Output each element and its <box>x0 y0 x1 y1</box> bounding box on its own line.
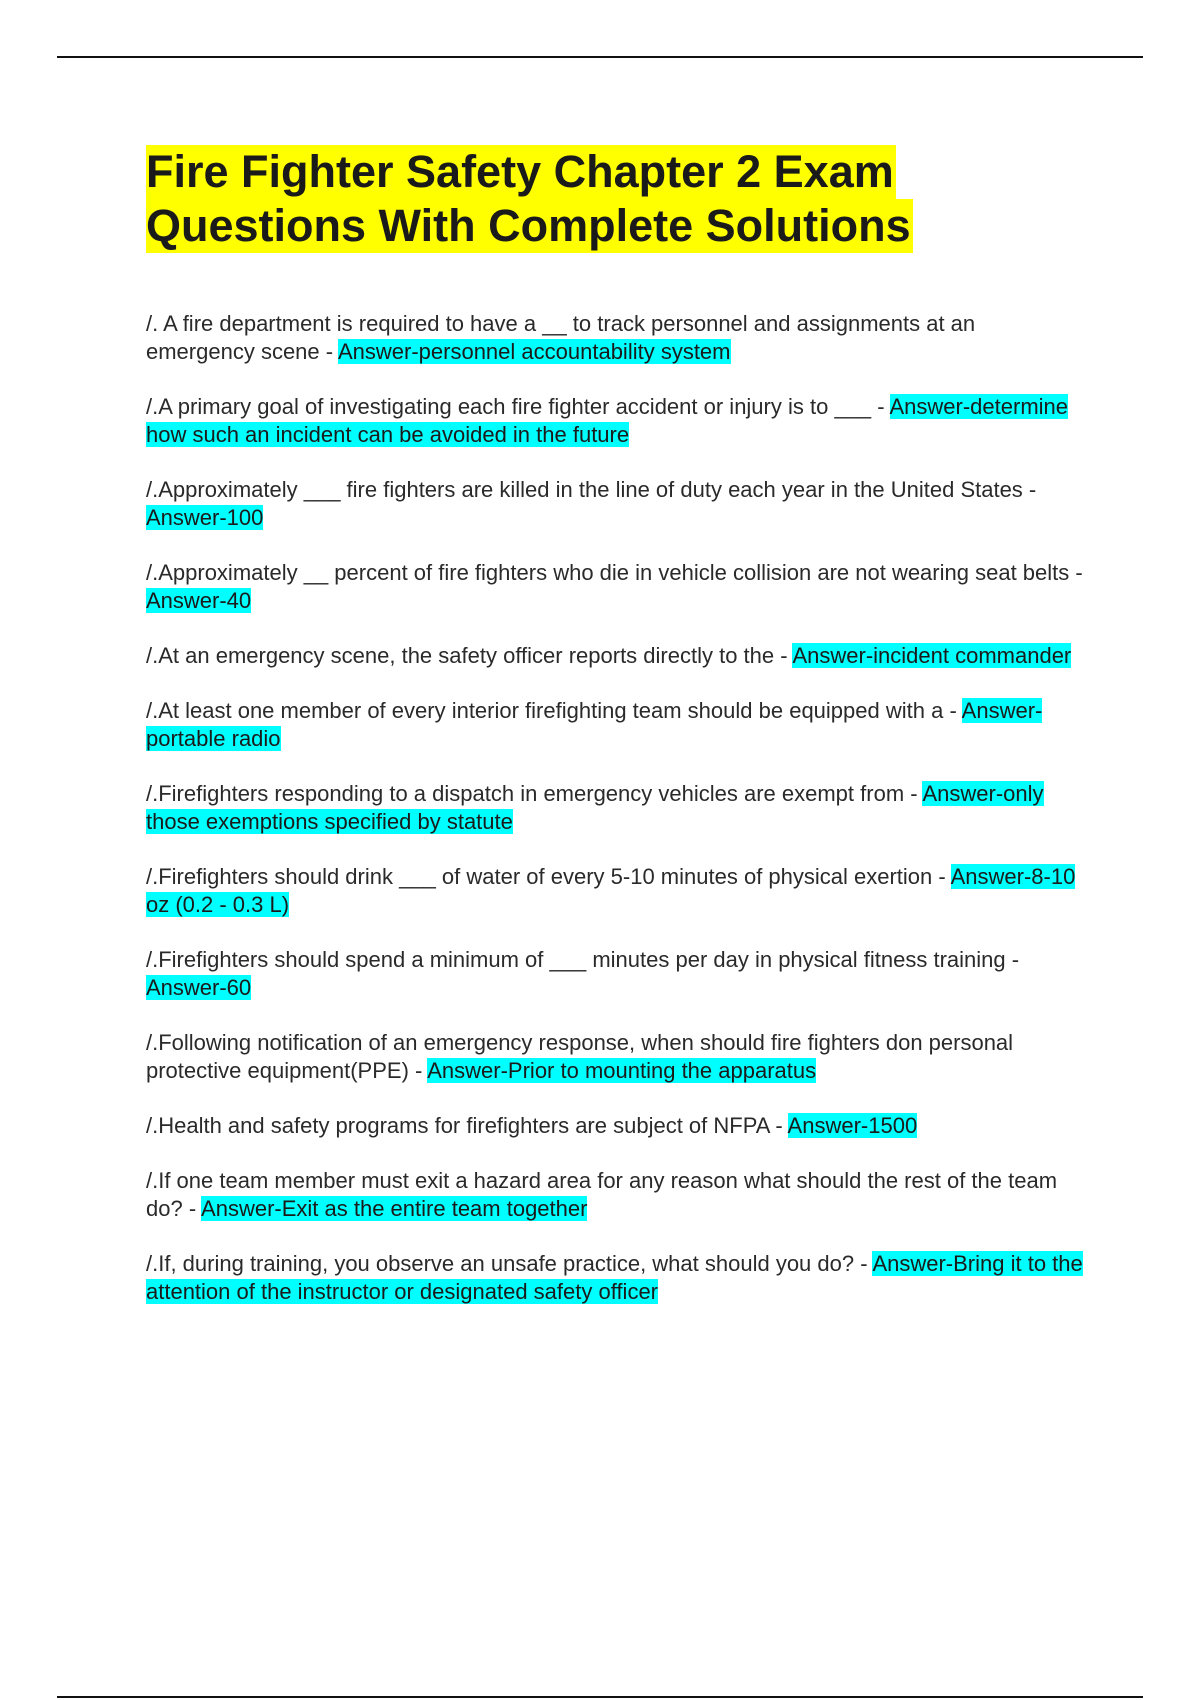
qa-item <box>146 1029 1086 1085</box>
answer-text: Answer-Bring it to the attention of the instructor or designated safety officer <box>146 1251 1083 1304</box>
qa-item <box>146 559 1086 615</box>
qa-item <box>146 393 1086 449</box>
question-text: /.Following notification of an emergency response, when should fire fighters don personal protective equipment(PPE) - <box>146 1030 1014 1083</box>
answer-text: Answer-determine how such an incident can be avoided in the future <box>146 394 1069 447</box>
qa-item <box>146 310 1086 366</box>
question-text: /.Health and safety programs for firefighters are subject of NFPA - <box>146 1113 788 1138</box>
answer-text: Answer-personnel accountability system <box>337 339 731 364</box>
qa-item <box>146 1112 1086 1140</box>
answer-text: Answer-40 <box>146 588 252 613</box>
document-title <box>146 145 1146 253</box>
answer-text: Answer-incident commander <box>792 643 1072 668</box>
qa-item <box>146 946 1086 1002</box>
title-line-1: Fire Fighter Safety Chapter 2 Exam <box>146 146 894 197</box>
answer-text: Answer-Exit as the entire team together <box>201 1196 588 1221</box>
question-text: /.Approximately ___ fire fighters are killed in the line of duty each year in the United States - <box>146 477 1037 502</box>
question-text: /.If one team member must exit a hazard area for any reason what should the rest of the team do? - <box>146 1168 1058 1221</box>
question-text: /.Firefighters should drink ___ of water of every 5-10 minutes of physical exertion - <box>146 864 951 889</box>
qa-item <box>146 780 1086 836</box>
qa-item <box>146 1167 1086 1223</box>
question-text: /.At least one member of every interior firefighting team should be equipped with a - <box>146 698 962 723</box>
question-text: /.Firefighters should spend a minimum of ___ minutes per day in physical fitness training - <box>146 947 1020 972</box>
question-answer-list <box>146 310 1086 1333</box>
question-text: /.At an emergency scene, the safety officer reports directly to the - <box>146 643 793 668</box>
qa-item <box>146 863 1086 919</box>
top-divider <box>57 56 1143 58</box>
question-text: /. A fire department is required to have a __ to track personnel and assignments at an emergency scene - <box>146 311 976 364</box>
qa-item <box>146 642 1086 670</box>
answer-text: Answer-8-10 oz (0.2 - 0.3 L) <box>146 864 1076 917</box>
qa-item <box>146 476 1086 532</box>
question-text: /.Firefighters responding to a dispatch in emergency vehicles are exempt from - <box>146 781 923 806</box>
question-text: /.A primary goal of investigating each fire fighter accident or injury is to ___ - <box>146 394 890 419</box>
bottom-divider <box>57 1696 1143 1698</box>
qa-item <box>146 1250 1086 1306</box>
answer-text: Answer-100 <box>146 505 264 530</box>
answer-text: Answer-1500 <box>787 1113 918 1138</box>
title-line-2: Questions With Complete Solutions <box>146 200 911 251</box>
question-text: /.Approximately __ percent of fire fighters who die in vehicle collision are not wearing seat belts - <box>146 560 1083 585</box>
qa-item <box>146 697 1086 753</box>
answer-text: Answer-Prior to mounting the apparatus <box>427 1058 817 1083</box>
answer-text: Answer-60 <box>146 975 252 1000</box>
question-text: /.If, during training, you observe an unsafe practice, what should you do? - <box>146 1251 873 1276</box>
answer-text: Answer-portable radio <box>146 698 1043 751</box>
answer-text: Answer-only those exemptions specified by statute <box>146 781 1044 834</box>
